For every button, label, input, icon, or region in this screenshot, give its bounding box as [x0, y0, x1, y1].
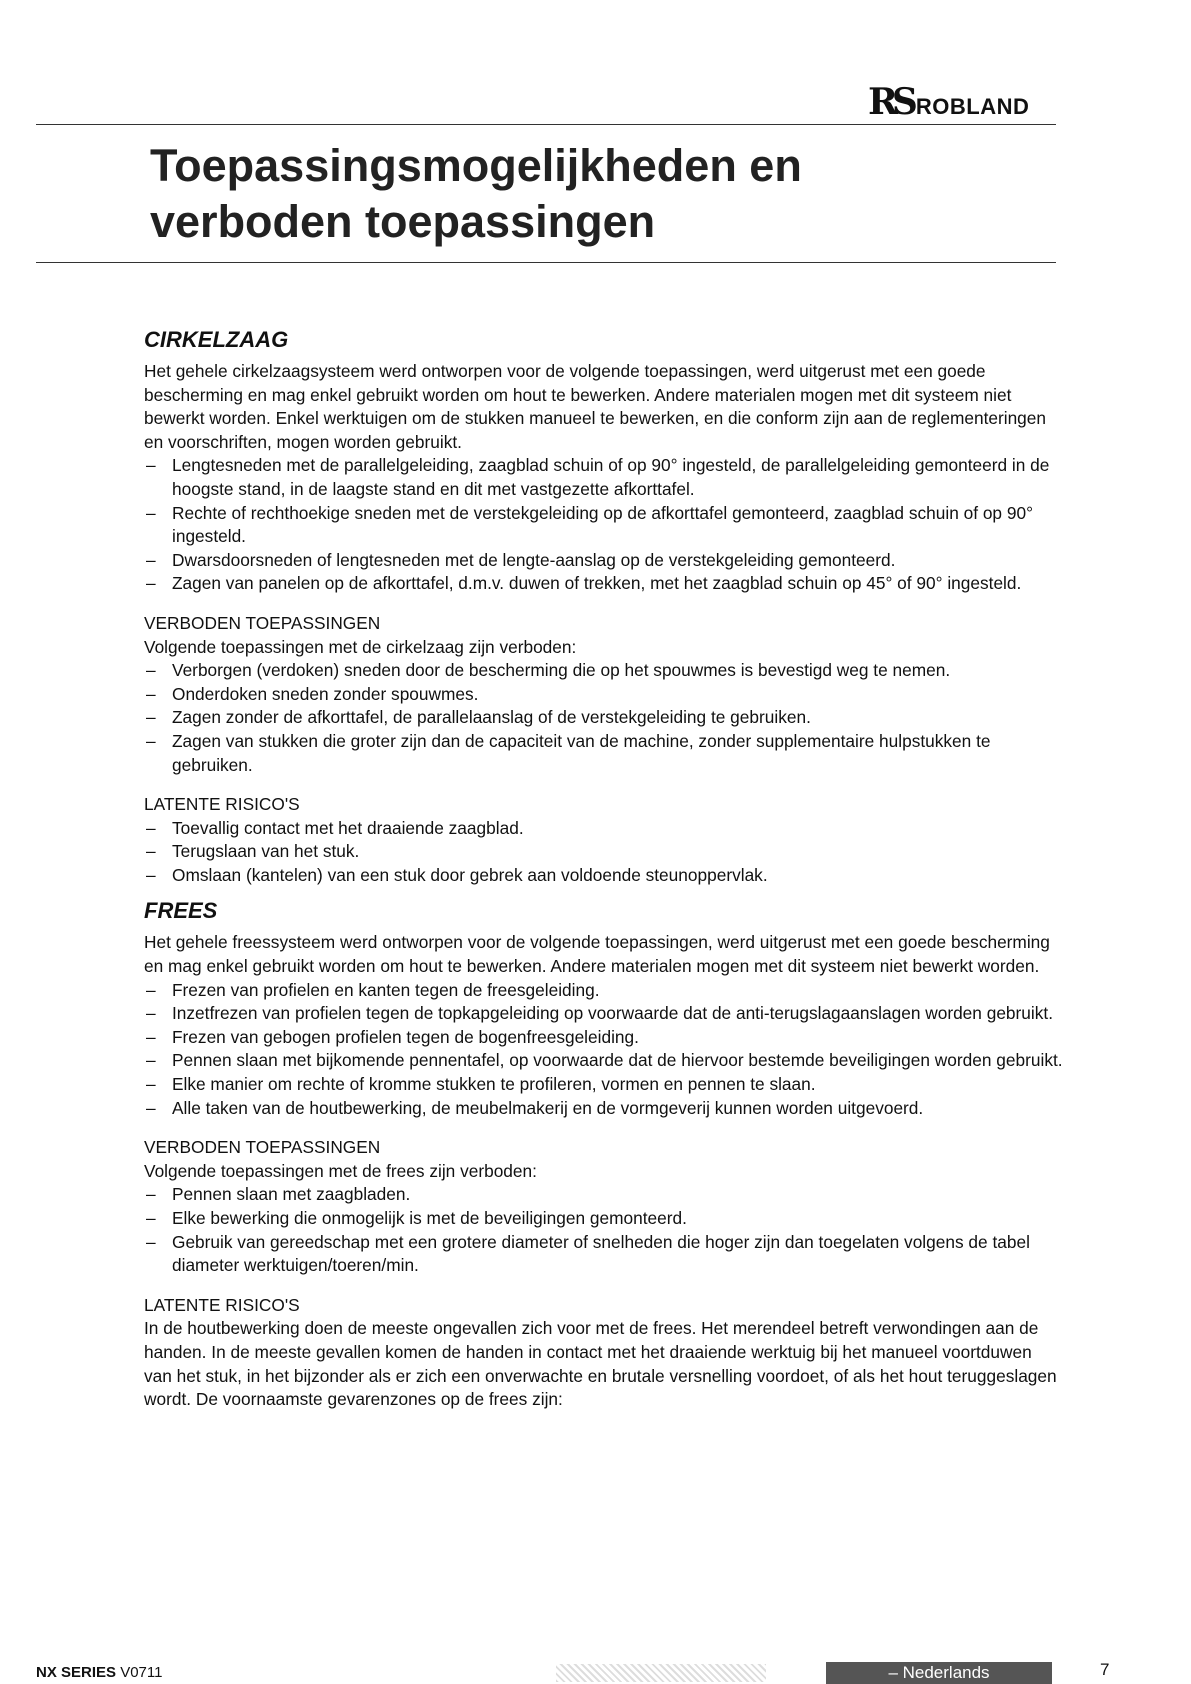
subheading-risks: LATENTE RISICO'S	[144, 1294, 300, 1315]
title-line-1: Toepassingsmogelijkheden en	[150, 140, 802, 191]
list-item: – Lengtesneden met de parallelgeleiding, zaagblad schuin of op 90° ingesteld, de parallelgeleiding gemonteerd in de hoogste stand, in de laagste stand en dit met vastgezette afkorttafel.	[144, 454, 1064, 501]
page-number: 7	[1100, 1660, 1110, 1679]
document-body	[144, 326, 1064, 1412]
risks-list	[144, 817, 1064, 888]
page-title	[150, 138, 802, 250]
list-item: – Rechte of rechthoekige sneden met de verstekgeleiding op de afkorttafel gemonteerd, zaagblad schuin of op 90° ingesteld.	[144, 502, 1064, 549]
version: V0711	[120, 1664, 163, 1681]
title-rule	[36, 262, 1056, 263]
list-item: – Verborgen (verdoken) sneden door de bescherming die op het spouwmes is bevestigd weg te nemen.	[144, 659, 1064, 683]
forbidden-intro: Volgende toepassingen met de cirkelzaag zijn verboden:	[144, 636, 577, 657]
risks-text: In de houtbewerking doen de meeste ongevallen zich voor met de frees. Het merendeel betreft verwondingen aan de handen. In de meeste gevallen komen de handen in contact met het draaiende werktuig bij het manueel voortduwen van het stuk, in het bijzonder als er zich een onverwachte en brutale versnelling voordoet, of als het hout teruggeslagen wordt. De voornaamste gevarenzones op de frees zijn:	[144, 1318, 1057, 1410]
subheading-forbidden: VERBODEN TOEPASSINGEN	[144, 1137, 381, 1158]
list-item: – Alle taken van de houtbewerking, de meubelmakerij en de vormgeverij kunnen worden uitgevoerd.	[144, 1097, 1064, 1121]
applications-list	[144, 979, 1064, 1121]
list-item: – Pennen slaan met zaagbladen.	[144, 1183, 1064, 1207]
scan-noise	[556, 1664, 766, 1682]
list-item: – Dwarsdoorsneden of lengtesneden met de lengte-aanslag op de verstekgeleiding gemonteerd.	[144, 549, 1064, 573]
forbidden-intro: Volgende toepassingen met de frees zijn verboden:	[144, 1160, 537, 1181]
section-frees	[144, 897, 1064, 1411]
list-item: – Zagen van panelen op de afkorttafel, d.m.v. duwen of trekken, met het zaagblad schuin op 45° of 90° ingesteld.	[144, 572, 1064, 596]
list-item: – Elke bewerking die onmogelijk is met de beveiligingen gemonteerd.	[144, 1207, 1064, 1231]
list-item: – Pennen slaan met bijkomende pennentafel, op voorwaarde dat de hiervoor bestemde beveiligingen worden gebruikt.	[144, 1049, 1064, 1073]
forbidden-list	[144, 1183, 1064, 1277]
series-name: NX SERIES	[36, 1664, 117, 1681]
list-item: – Terugslaan van het stuk.	[144, 840, 1064, 864]
section-heading: FREES	[144, 898, 218, 924]
logo-text: ROBLAND	[915, 94, 1030, 119]
list-item: – Elke manier om rechte of kromme stukken te profileren, vormen en pennen te slaan.	[144, 1073, 1064, 1097]
subheading-forbidden: VERBODEN TOEPASSINGEN	[144, 612, 381, 633]
list-item: – Frezen van profielen en kanten tegen de freesgeleiding.	[144, 979, 1064, 1003]
subheading-risks: LATENTE RISICO'S	[144, 794, 300, 815]
list-item: – Omslaan (kantelen) van een stuk door gebrek aan voldoende steunoppervlak.	[144, 864, 1064, 888]
logo-mark: RS	[868, 81, 912, 123]
applications-list	[144, 454, 1064, 596]
list-item: – Onderdoken sneden zonder spouwmes.	[144, 683, 1064, 707]
list-item: – Frezen van gebogen profielen tegen de bogenfreesgeleiding.	[144, 1026, 1064, 1050]
robland-logo	[868, 81, 1030, 123]
list-item: – Zagen van stukken die groter zijn dan de capaciteit van de machine, zonder supplementaire hulpstukken te gebruiken.	[144, 730, 1064, 777]
list-item: – Zagen zonder de afkorttafel, de parallelaanslag of de verstekgeleiding te gebruiken.	[144, 706, 1064, 730]
list-item: – Gebruik van gereedschap met een grotere diameter of snelheden die hoger zijn dan toegelaten volgens de tabel diameter werktuigen/toeren/min.	[144, 1231, 1064, 1278]
forbidden-list	[144, 659, 1064, 777]
section-cirkelzaag	[144, 326, 1064, 887]
section-heading: CIRKELZAAG	[144, 327, 289, 352]
list-item: – Toevallig contact met het draaiende zaagblad.	[144, 817, 1064, 841]
section-intro: Het gehele cirkelzaagsysteem werd ontworpen voor de volgende toepassingen, werd uitgerust met een goede bescherming en mag enkel gebruikt worden om hout te bewerken. Andere materialen mogen met dit systeem niet bewerkt worden. Enkel werktuigen om de stukken manueel te bewerken, en die conform zijn aan de reglementeringen en voorschriften, mogen worden gebruikt.	[144, 361, 1047, 452]
top-rule	[36, 124, 1056, 125]
section-intro: Het gehele freessysteem werd ontworpen voor de volgende toepassingen, werd uitgerust met een goede bescherming en mag enkel gebruikt worden om hout te bewerken. Andere materialen mogen met dit systeem niet bewerkt worden.	[144, 932, 1050, 977]
footer-series	[36, 1664, 162, 1681]
title-line-2: verboden toepassingen	[150, 196, 656, 247]
list-item: – Inzetfrezen van profielen tegen de topkapgeleiding op voorwaarde dat de anti-terugslagaanslagen worden gebruikt.	[144, 1002, 1064, 1026]
language-tab: – Nederlands	[826, 1662, 1052, 1684]
